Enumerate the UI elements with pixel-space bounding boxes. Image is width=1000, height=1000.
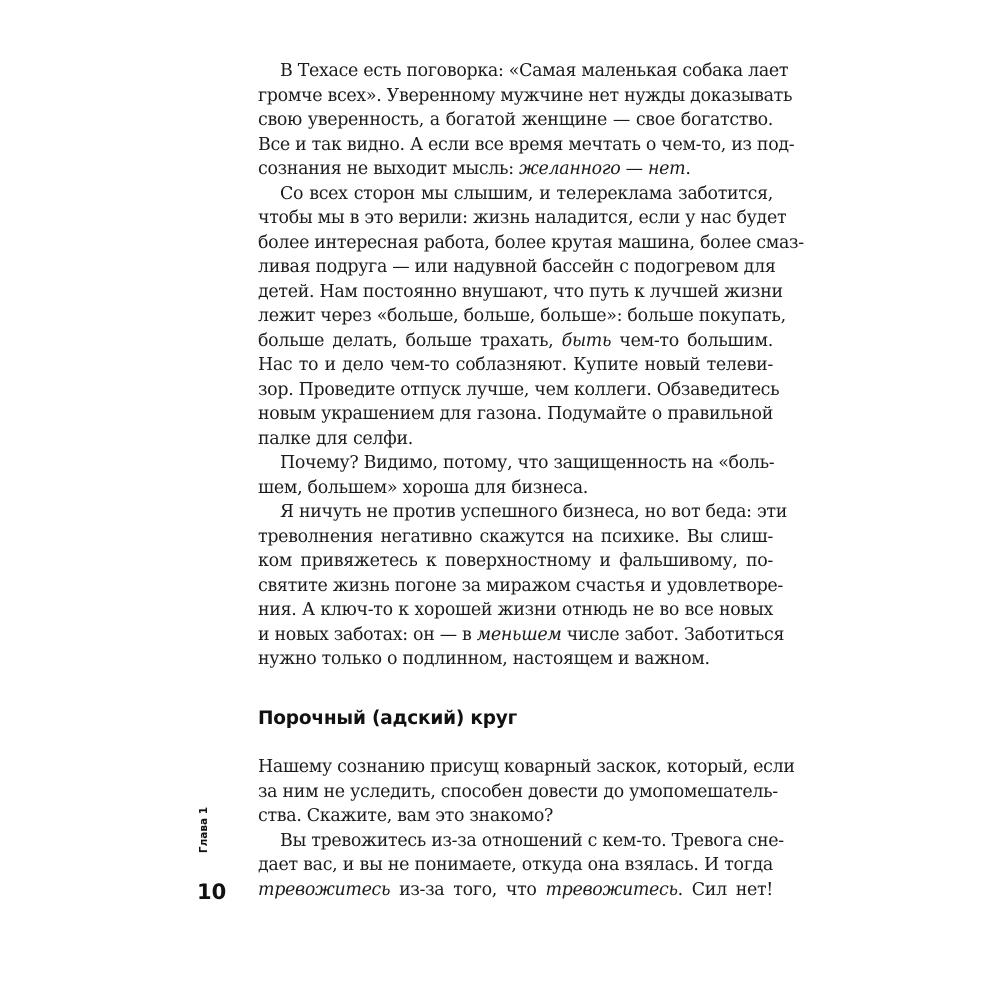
text-run: Нашему сознанию присущ коварный заскок, который, если <box>258 757 795 777</box>
text-line <box>258 427 773 452</box>
text-line <box>258 304 786 329</box>
text-run: чтобы мы в это верили: жизнь наладится, если у нас будет <box>258 208 787 228</box>
text-line <box>258 878 773 903</box>
text-run: Почему? Видимо, потому, что защищенность на «боль- <box>280 453 775 473</box>
text-line <box>258 378 780 403</box>
text-run: ком привяжетесь к поверхностному и фальшивому, по- <box>258 551 773 571</box>
italic-text: тревожитесь <box>258 879 391 900</box>
body-text-block-1 <box>258 59 804 672</box>
text-line <box>258 549 773 574</box>
text-run: ства. Скажите, вам это знакомо? <box>258 806 554 826</box>
text-line <box>258 353 773 378</box>
text-line <box>258 133 795 158</box>
text-run: В Техасе есть поговорка: «Самая маленькая собака лает <box>280 61 789 81</box>
text-run: Нас то и дело чем-то соблазняют. Купите новый телеви- <box>258 355 773 375</box>
text-line <box>258 451 773 476</box>
text-run: Вы тревожитесь из-за отношений с кем-то. Тревога сне- <box>280 830 784 851</box>
page-number: 10 <box>197 880 227 904</box>
text-run: числе забот. Заботиться <box>561 624 785 645</box>
text-line <box>258 598 773 623</box>
text-line <box>258 84 793 109</box>
text-run: сознания не выходит мысль: <box>258 159 520 179</box>
text-run: из-за того, что <box>390 879 546 900</box>
text-line <box>258 647 773 672</box>
text-line <box>258 157 773 182</box>
text-line <box>258 255 776 280</box>
text-line <box>258 525 773 550</box>
text-run: больше делать, больше трахать, <box>258 330 562 351</box>
italic-text: желанного — нет <box>519 159 686 179</box>
text-run: детей. Нам постоянно внушают, что путь к лучшей жизни <box>258 281 783 302</box>
text-run: святите жизнь погоне за миражом счастья и удовлетворе- <box>258 575 783 596</box>
text-run: новым украшением для газона. Подумайте о правильной <box>258 404 773 424</box>
text-run: треволнения негативно скажутся на психике. Вы слиш- <box>258 526 773 547</box>
text-run: ливая подруга — или надувной бассейн с подогревом для <box>258 257 776 277</box>
running-chapter-label: Глава 1 <box>198 806 210 854</box>
text-run: чем-то большим. <box>611 330 773 351</box>
text-line <box>258 108 773 133</box>
text-line <box>258 329 773 354</box>
text-line <box>258 755 795 780</box>
italic-text: быть <box>561 330 612 351</box>
text-run: . <box>685 159 691 179</box>
text-line <box>258 829 784 854</box>
italic-text: тревожитесь <box>545 879 678 900</box>
text-line <box>258 623 785 648</box>
text-line <box>258 206 787 231</box>
text-line <box>258 804 773 829</box>
text-run: свою уверенность, а богатой женщине — свое богатство. <box>258 110 773 130</box>
text-line <box>258 182 773 207</box>
text-run: дает вас, и вы не понимаете, откуда она взялась. И тогда <box>258 855 773 875</box>
text-line <box>258 500 787 525</box>
text-run: нужно только о подлинном, настоящем и важном. <box>258 649 710 669</box>
text-run: зор. Проведите отпуск лучше, чем коллеги. Обзаведитесь <box>258 379 780 400</box>
text-run: более интересная работа, более крутая машина, более смаз- <box>258 232 804 253</box>
text-run: палке для селфи. <box>258 428 413 449</box>
text-run: за ним не уследить, способен довести до умопомешатель- <box>258 781 778 802</box>
section-heading: Порочный (адский) круг <box>258 708 518 729</box>
text-line <box>258 59 789 84</box>
text-run: ния. А ключ-то к хорошей жизни отнюдь не во все новых <box>258 600 773 620</box>
italic-text: меньшем <box>476 624 562 645</box>
text-run: Все и так видно. А если все время мечтать о чем-то, из под- <box>258 134 795 155</box>
text-line <box>258 574 783 599</box>
text-run: шем, большем» хороша для бизнеса. <box>258 477 589 498</box>
text-run: Со всех сторон мы слышим, и телереклама заботится, <box>280 183 773 204</box>
text-line <box>258 280 783 305</box>
text-run: громче всех». Уверенному мужчине нет нужды доказывать <box>258 85 793 106</box>
text-run: . Сил нет! <box>677 879 773 900</box>
text-run: и новых заботах: он — в <box>258 624 477 645</box>
text-run: Я ничуть не против успешного бизнеса, но вот беда: эти <box>280 502 787 522</box>
text-line <box>258 780 778 805</box>
body-text-block-2 <box>258 755 795 902</box>
text-run: лежит через «больше, больше, больше»: больше покупать, <box>258 306 786 326</box>
text-line <box>258 853 773 878</box>
text-line <box>258 476 773 501</box>
text-line <box>258 231 804 256</box>
text-line <box>258 402 773 427</box>
